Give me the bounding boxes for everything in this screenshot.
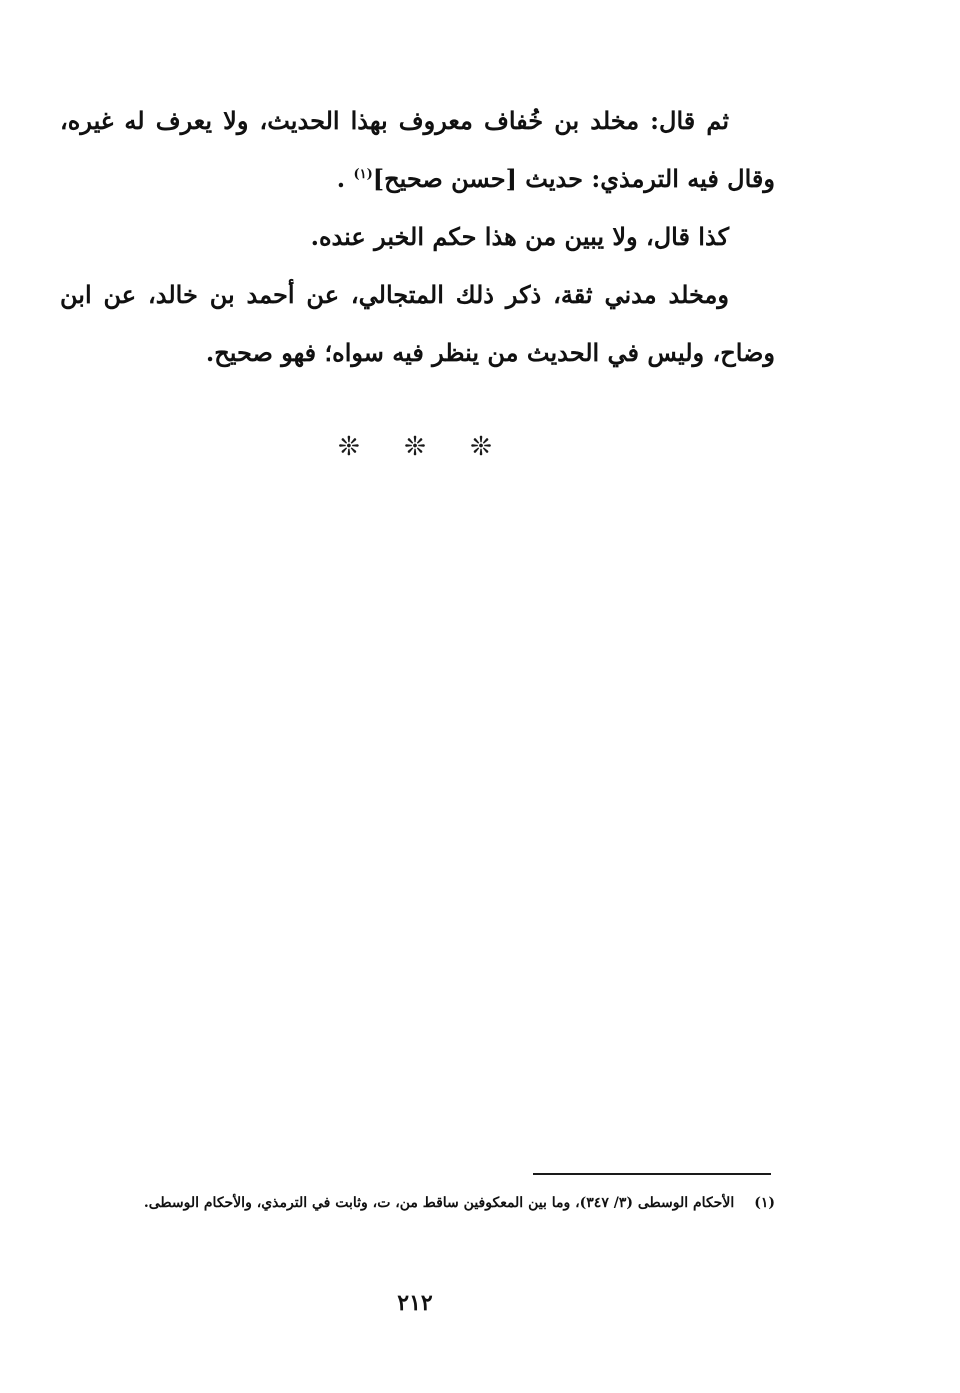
ornament-star-icon: ❊: [338, 432, 360, 462]
page-number: ٢١٢: [397, 1290, 433, 1316]
paragraph-1: [60, 92, 775, 208]
footnote-1: [60, 1191, 775, 1215]
paragraph-1-end: .: [336, 164, 354, 193]
footnote-separator: [533, 1173, 771, 1175]
footnote-ref-1[interactable]: (١): [353, 167, 373, 182]
paragraph-3: ومخلد مدني ثقة، ذكر ذلك المتجالي، عن أحمد بن خالد، عن ابن وضاح، وليس في الحديث من ينظر فيه سواه؛ فهو صحيح.: [60, 280, 775, 367]
ornament-star-icon: ❊: [404, 432, 426, 462]
footnote-text: الأحكام الوسطى (٣/ ٣٤٧)، وما بين المعكوفين ساقط من، ت، وثابت في الترمذي، والأحكام الوسطى.: [143, 1195, 735, 1211]
ornament-star-icon: ❊: [470, 432, 492, 462]
paragraph-1-text: ثم قال: مخلد بن خُفاف معروف بهذا الحديث، ولا يعرف له غيره، وقال فيه الترمذي: حديث [حسن صحيح]: [60, 106, 775, 193]
paragraph-2: كذا قال، ولا يبين من هذا حكم الخبر عنده.: [310, 222, 729, 251]
main-text: [60, 92, 775, 382]
footnote-number: (١): [754, 1195, 775, 1211]
footnotes: [60, 1191, 775, 1215]
section-divider: [0, 432, 830, 462]
